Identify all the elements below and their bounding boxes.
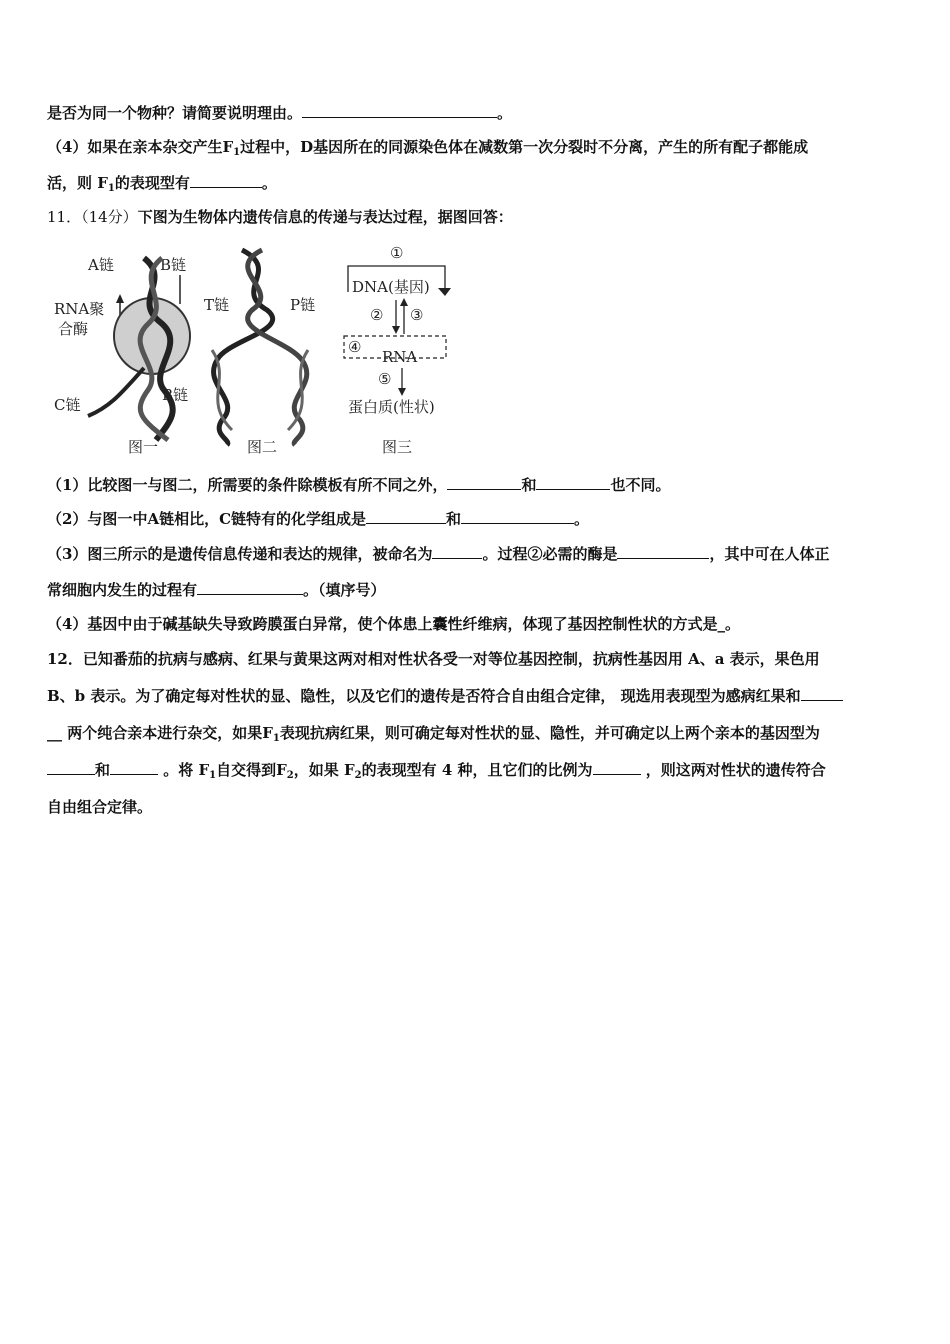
q11-part-3-line-2: 常细胞内发生的过程有 。（填序号） — [47, 581, 386, 599]
label-process-3: ③ — [410, 306, 424, 324]
q10-part-4: （4）如果在亲本杂交产生$F_1$过程中，D基因所在的同源染色体在减数第一次分裂时不分离，产生的所有配子都能成 — [47, 138, 809, 158]
answer-blank[interactable] — [617, 544, 709, 559]
answer-blank[interactable] — [461, 509, 574, 524]
answer-blank[interactable] — [447, 475, 521, 490]
label-rna: RNA — [382, 348, 418, 366]
caption-figure-2: 图二 — [247, 438, 278, 456]
answer-blank[interactable] — [593, 760, 641, 775]
label-a-chain: A链 — [88, 256, 114, 274]
q11-figure — [52, 240, 462, 458]
q12-line-5: 自由组合定律。 — [47, 798, 153, 816]
label-b-chain-bottom: B链 — [162, 386, 189, 404]
transcription-arrowhead — [392, 326, 400, 334]
reverse-transcription-arrowhead — [400, 298, 408, 306]
caption-figure-3: 图三 — [382, 438, 413, 456]
q10-part-4-line-2: 活，则 $F_1$的表现型有 。 — [47, 174, 277, 194]
q12-line-2: B、b 表示。为了确定每对性状的显、隐性，以及它们的遗传是否符合自由组合定律， 现选用表现型为感病红果和 — [47, 686, 910, 706]
answer-blank[interactable] — [536, 475, 610, 490]
answer-blank[interactable] — [302, 103, 497, 118]
label-protein-trait: 蛋白质(性状) — [348, 398, 435, 416]
answer-blank[interactable] — [190, 173, 262, 188]
c-chain-strand — [88, 368, 144, 416]
label-process-1: ① — [390, 244, 404, 262]
answer-blank[interactable] — [197, 580, 303, 595]
replication-loop-arrowhead — [438, 288, 451, 296]
label-rna-polymerase-2: 合酶 — [58, 320, 89, 338]
arrow-up-head — [116, 294, 124, 303]
q11-stem: 11．（14分）下图为生物体内遗传信息的传递与表达过程，据图回答： — [47, 208, 513, 226]
figure-2-replication — [204, 250, 315, 456]
label-b-chain-top: B链 — [160, 256, 187, 274]
q11-part-1: （1）比较图一与图二，所需要的条件除模板有所不同之外， 和 也不同。 — [47, 476, 671, 494]
answer-blank[interactable] — [366, 509, 446, 524]
answer-blank[interactable] — [47, 760, 95, 775]
q11-part-2: （2）与图一中A链相比，C链特有的化学组成是 和 。 — [47, 510, 590, 528]
label-t-chain: T链 — [204, 296, 230, 314]
q12-line-1: 12．已知番茄的抗病与感病、红果与黄果这两对相对性状各受一对等位基因控制，抗病性基因用 A、a 表示，果色用 — [47, 650, 820, 668]
q11-part-3: （3）图三所示的是遗传信息传递和表达的规律，被命名为 。过程②必需的酶是 ，其中可在人体正 — [47, 545, 830, 563]
q11-part-4: （4）基因中由于碱基缺失导致跨膜蛋白异常，使个体患上囊性纤维病，体现了基因控制性状的方式是_。 — [47, 615, 740, 633]
dna-figure-diagram — [52, 240, 462, 458]
answer-blank[interactable] — [110, 760, 158, 775]
answer-blank[interactable] — [432, 544, 482, 559]
q12-line-4: 和 。将 $F_1$自交得到$F_2$，如果 $F_2$的表现型有 4 种，且它们的比例为 ，则这两对性状的遗传符合 — [47, 760, 910, 780]
caption-figure-1: 图一 — [128, 438, 159, 456]
label-process-2: ② — [370, 306, 384, 324]
label-process-4: ④ — [348, 338, 362, 356]
label-c-chain: C链 — [54, 396, 81, 414]
label-p-chain: P链 — [290, 296, 316, 314]
translation-arrowhead — [398, 388, 406, 396]
answer-blank[interactable] — [801, 686, 843, 701]
figure-1-transcription — [54, 256, 190, 456]
q12-line-3: __ 两个纯合亲本进行杂交，如果$F_1$表现抗病红果，则可确定每对性状的显、隐性，并可确定以上两个亲本的基因型为 — [47, 724, 820, 744]
label-process-5: ⑤ — [378, 370, 392, 388]
label-rna-polymerase-1: RNA聚 — [54, 300, 105, 318]
label-dna-gene: DNA(基因) — [352, 278, 430, 296]
q10-line-1: 是否为同一个物种？请简要说明理由。 。 — [47, 104, 513, 122]
figure-3-central-dogma — [344, 244, 451, 456]
